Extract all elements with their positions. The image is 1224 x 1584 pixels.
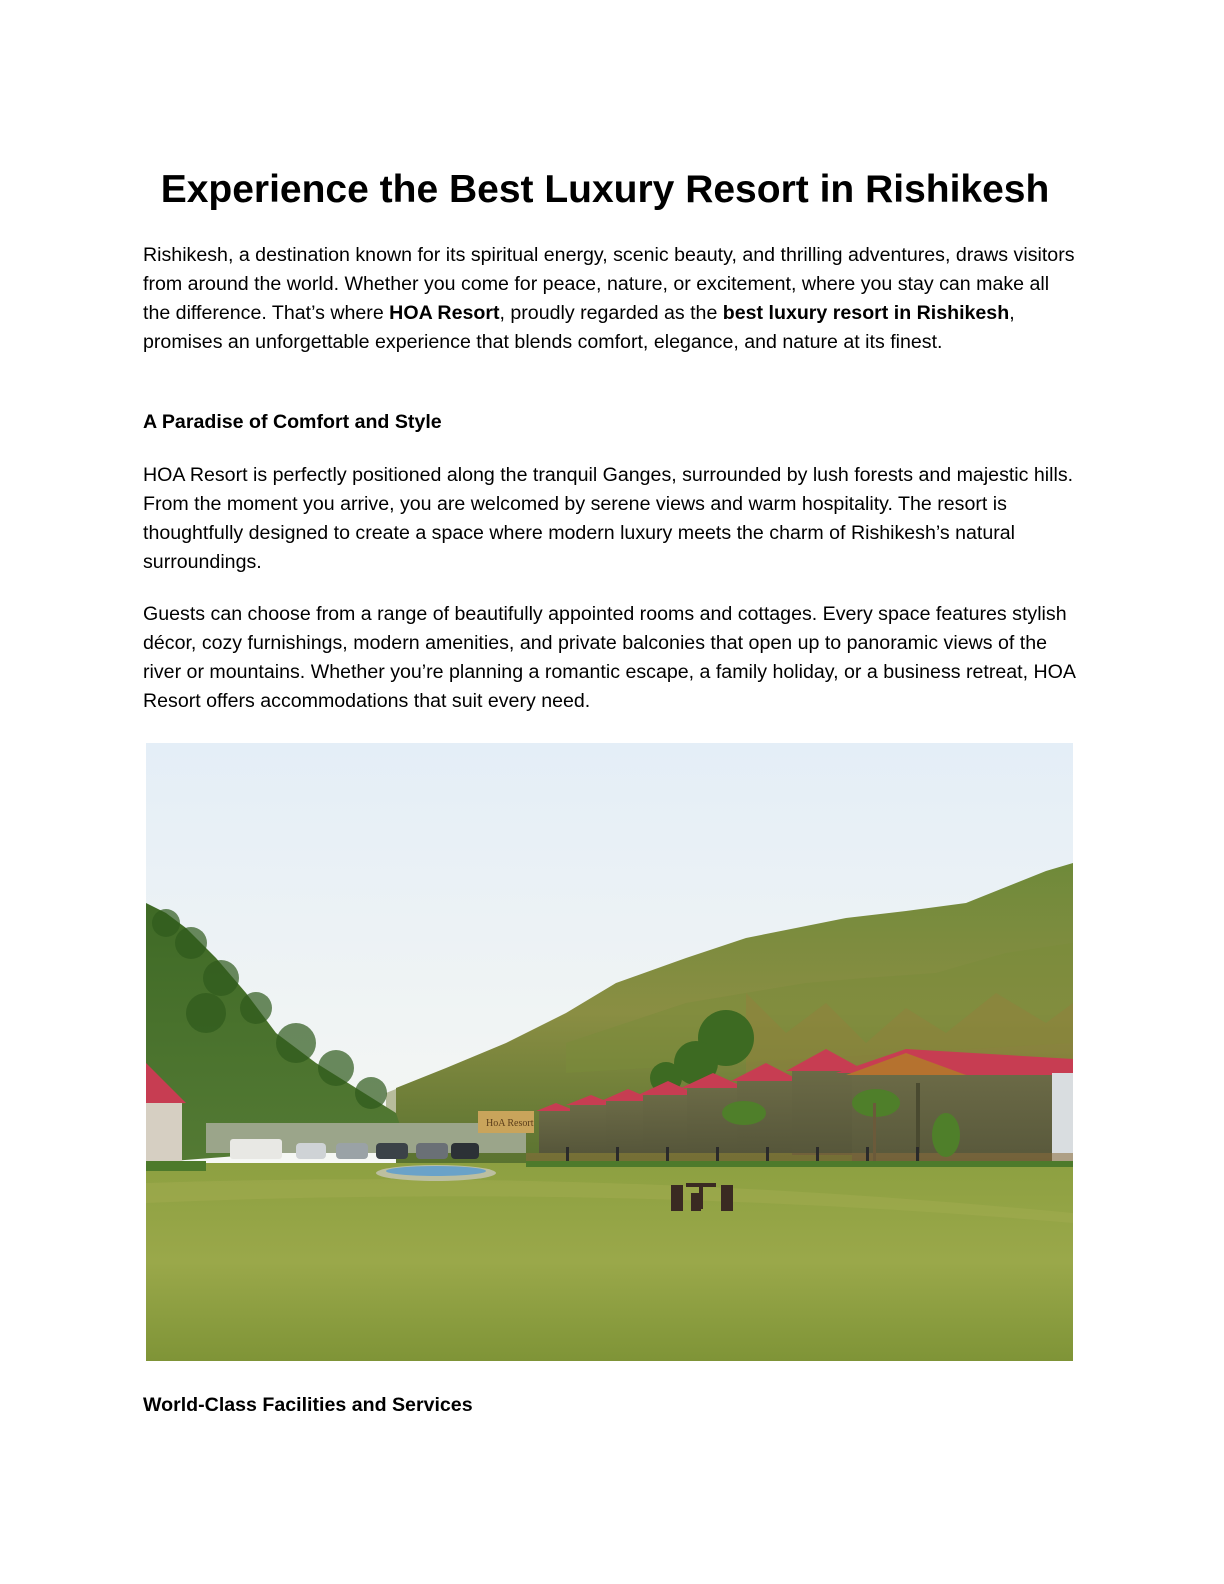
paragraph-rooms: Guests can choose from a range of beautifully appointed rooms and cottages. Every space features stylish décor, cozy furnishings, modern amenities, and private balconies that open up to panoramic views of the river or mountains. Whether you’re planning a romantic escape, a family holiday, or a business retreat, HOA Resort offers accommodations that suit every need. — [143, 603, 1075, 712]
section-heading-facilities: World-Class Facilities and Services — [143, 1394, 473, 1416]
intro-text-2: , proudly regarded as the — [499, 302, 723, 324]
garden-table-set — [671, 1183, 733, 1211]
resort-photo — [146, 743, 1073, 1361]
paragraph-location: HOA Resort is perfectly positioned along the tranquil Ganges, surrounded by lush forests and majestic hills. From the moment you arrive, you are welcomed by serene views and warm hospitality. The resort is thoughtfully designed to create a space where modern luxury meets the charm of Rishikesh’s natural surroundings. — [143, 464, 1074, 573]
intro-paragraph — [143, 241, 1078, 357]
intro-text-3: , promises an unforgettable experience that blends comfort, elegance, and nature at its finest. — [143, 302, 1015, 353]
resort-sign-text: HoA Resort — [486, 1118, 534, 1129]
section-heading-paradise: A Paradise of Comfort and Style — [143, 411, 442, 433]
best-resort-bold: best luxury resort in Rishikesh — [722, 302, 1010, 324]
intro-text-1: Rishikesh, a destination known for its spiritual energy, scenic beauty, and thrilling adventures, draws visitors from around the world. Whether you come for peace, nature, or excitement, where you stay can make all the difference. That’s where — [143, 244, 1075, 324]
page-title: Experience the Best Luxury Resort in Rishikesh — [160, 168, 1050, 211]
resort-name-bold: HOA Resort — [389, 302, 500, 324]
